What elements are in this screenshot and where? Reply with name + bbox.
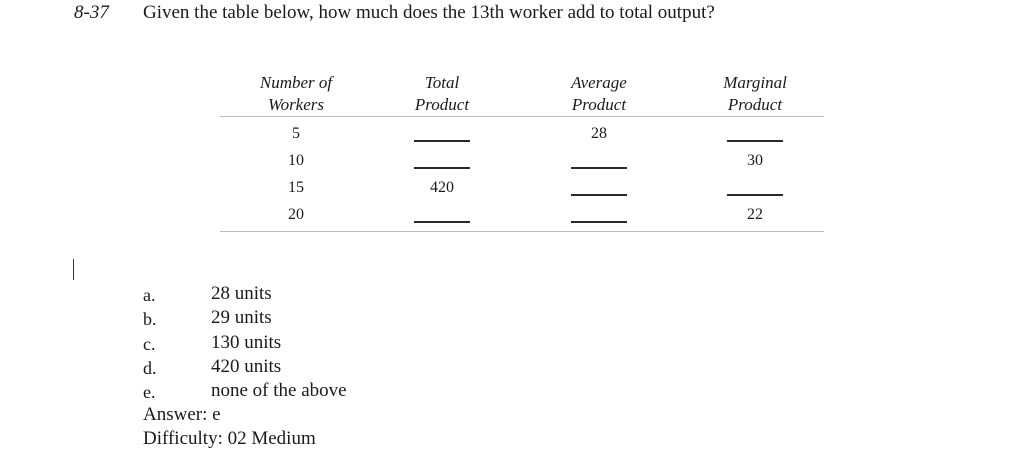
blank-total (414, 221, 470, 223)
option-letter: a. (143, 285, 156, 305)
cell-marginal: 22 (747, 206, 763, 223)
answer-line: Answer: e (143, 404, 221, 425)
blank-marginal (727, 194, 783, 196)
question-text: Given the table below, how much does the 13th worker add to total output? (143, 2, 715, 23)
option-letter: e. (143, 382, 156, 402)
blank-total (414, 140, 470, 142)
option-text: 28 units (211, 283, 272, 304)
text-cursor (73, 259, 74, 280)
cell-total: 420 (430, 179, 454, 196)
question-number: 8-37 (74, 2, 109, 23)
blank-average (571, 167, 627, 169)
blank-total (414, 167, 470, 169)
header-average-product: Average Product (571, 73, 627, 114)
option-text: 130 units (211, 332, 282, 353)
blank-marginal (727, 140, 783, 142)
blank-average (571, 194, 627, 196)
cell-workers: 10 (288, 152, 304, 169)
option-letter: c. (143, 334, 156, 354)
cell-marginal: 30 (747, 152, 763, 169)
difficulty-line: Difficulty: 02 Medium (143, 428, 316, 449)
cell-workers: 15 (288, 179, 304, 196)
header-total-product: Total Product (414, 73, 470, 114)
cell-workers: 20 (288, 206, 304, 223)
option-letter: d. (143, 358, 157, 378)
cell-workers: 5 (292, 125, 300, 142)
option-text: 420 units (211, 356, 282, 377)
header-rule (220, 116, 824, 117)
header-marginal-product: Marginal Product (723, 73, 787, 114)
bottom-rule (220, 231, 824, 232)
cell-average: 28 (591, 125, 607, 142)
header-workers: Number of Workers (259, 73, 333, 114)
option-text: 29 units (211, 307, 272, 328)
option-text: none of the above (211, 380, 347, 401)
data-table (220, 70, 824, 235)
option-letter: b. (143, 309, 157, 329)
blank-average (571, 221, 627, 223)
